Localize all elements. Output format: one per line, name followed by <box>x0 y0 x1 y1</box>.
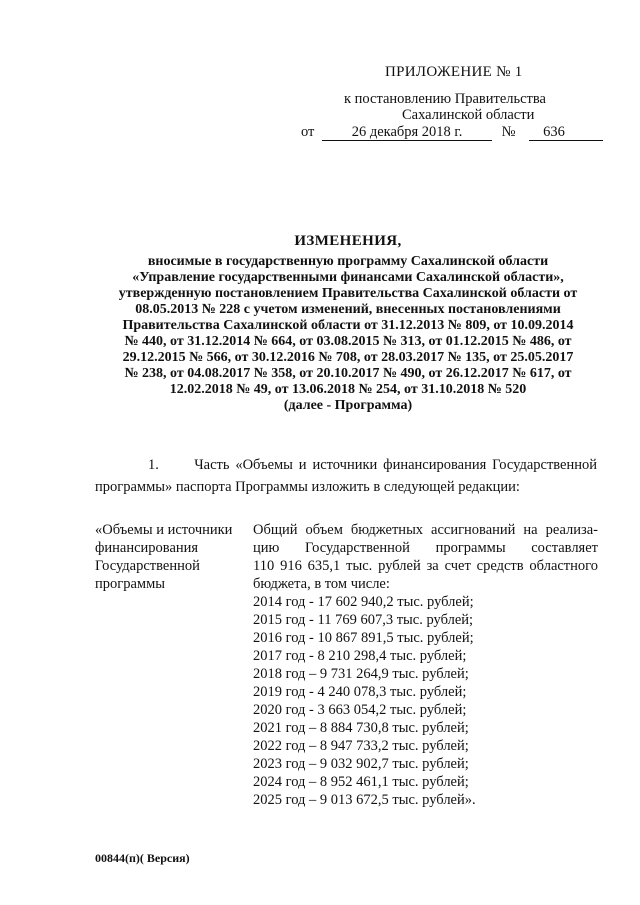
label-line: Государственной <box>95 558 200 574</box>
year-amount: 2017 год - 8 210 298,4 тыс. рублей; <box>253 648 467 664</box>
year-amount: 2020 год - 3 663 054,2 тыс. рублей; <box>253 702 467 718</box>
intro-line: 110 916 635,1 тыс. рублей за счет средств областного <box>253 558 598 574</box>
year-amount: 2025 год – 9 013 672,5 тыс. рублей». <box>253 792 476 808</box>
resolution-line-2: Сахалинской области <box>402 107 535 123</box>
year-amount: 2015 год - 11 769 607,3 тыс. рублей; <box>253 612 474 628</box>
label-line: финансирования <box>95 540 199 556</box>
heading-line: 08.05.2013 № 228 с учетом изменений, внесенных постановлениями <box>135 302 561 317</box>
heading-line: вносимые в государственную программу Сахалинской области <box>147 254 549 269</box>
year-amount: 2023 год – 9 032 902,7 тыс. рублей; <box>253 756 469 772</box>
heading-line: № 440, от 31.12.2014 № 664, от 03.08.2015 № 313, от 01.12.2015 № 486, от <box>124 334 572 349</box>
year-amount: 2014 год - 17 602 940,2 тыс. рублей; <box>253 594 474 610</box>
paragraph-1-text-1: Часть «Объемы и источники финансирования Государственной <box>194 457 598 473</box>
heading-line: «Управление государственными финансами Сахалинской области», <box>132 270 564 285</box>
resolution-number: 636 <box>529 124 603 141</box>
financing-value <box>253 521 598 809</box>
paragraph-1-line-1 <box>95 454 597 476</box>
document-heading <box>100 254 596 414</box>
year-amount: 2022 год – 8 947 733,2 тыс. рублей; <box>253 738 469 754</box>
label-line: «Объемы и источники <box>95 522 233 538</box>
year-amount: 2021 год – 8 884 730,8 тыс. рублей; <box>253 720 469 736</box>
number-prefix: № <box>501 124 516 140</box>
heading-line: 12.02.2018 № 49, от 13.06.2018 № 254, от 31.10.2018 № 520 <box>169 382 527 397</box>
heading-line: № 238, от 04.08.2017 № 358, от 20.10.2017 № 490, от 26.12.2017 № 617, от <box>124 366 572 381</box>
intro-line: Общий объем бюджетных ассигнований на реализа- <box>253 522 598 538</box>
paragraph-1-number: 1. <box>148 457 159 473</box>
label-line: программы <box>95 576 165 592</box>
footer-code: 00844(п)( Версия) <box>95 851 190 865</box>
heading-line: утвержденную постановлением Правительства Сахалинской области от <box>118 286 578 301</box>
heading-line: Правительства Сахалинской области от 31.12.2013 № 809, от 10.09.2014 <box>122 318 574 333</box>
year-amount: 2024 год – 8 952 461,1 тыс. рублей; <box>253 774 469 790</box>
resolution-line-1: к постановлению Правительства <box>344 91 546 107</box>
resolution-date-row <box>301 124 603 141</box>
paragraph-1-line-2: программы» паспорта Программы изложить в следующей редакции: <box>95 479 520 495</box>
paragraph-1 <box>95 454 597 498</box>
document-title: ИЗМЕНЕНИЯ, <box>294 233 402 249</box>
heading-line: 29.12.2015 № 566, от 30.12.2016 № 708, от 28.03.2017 № 135, от 25.05.2017 <box>122 350 574 365</box>
intro-line: бюджета, в том числе: <box>253 576 390 592</box>
intro-line: цию Государственной программы составляет <box>253 540 598 556</box>
date-prefix: от <box>301 124 315 140</box>
year-amount: 2019 год - 4 240 078,3 тыс. рублей; <box>253 684 467 700</box>
appendix-title: ПРИЛОЖЕНИЕ № 1 <box>385 64 523 80</box>
year-amount: 2018 год – 9 731 264,9 тыс. рублей; <box>253 666 469 682</box>
resolution-date: 26 декабря 2018 г. <box>322 124 492 141</box>
year-amount: 2016 год - 10 867 891,5 тыс. рублей; <box>253 630 474 646</box>
financing-label <box>95 521 245 593</box>
heading-line: (далее - Программа) <box>283 398 413 413</box>
